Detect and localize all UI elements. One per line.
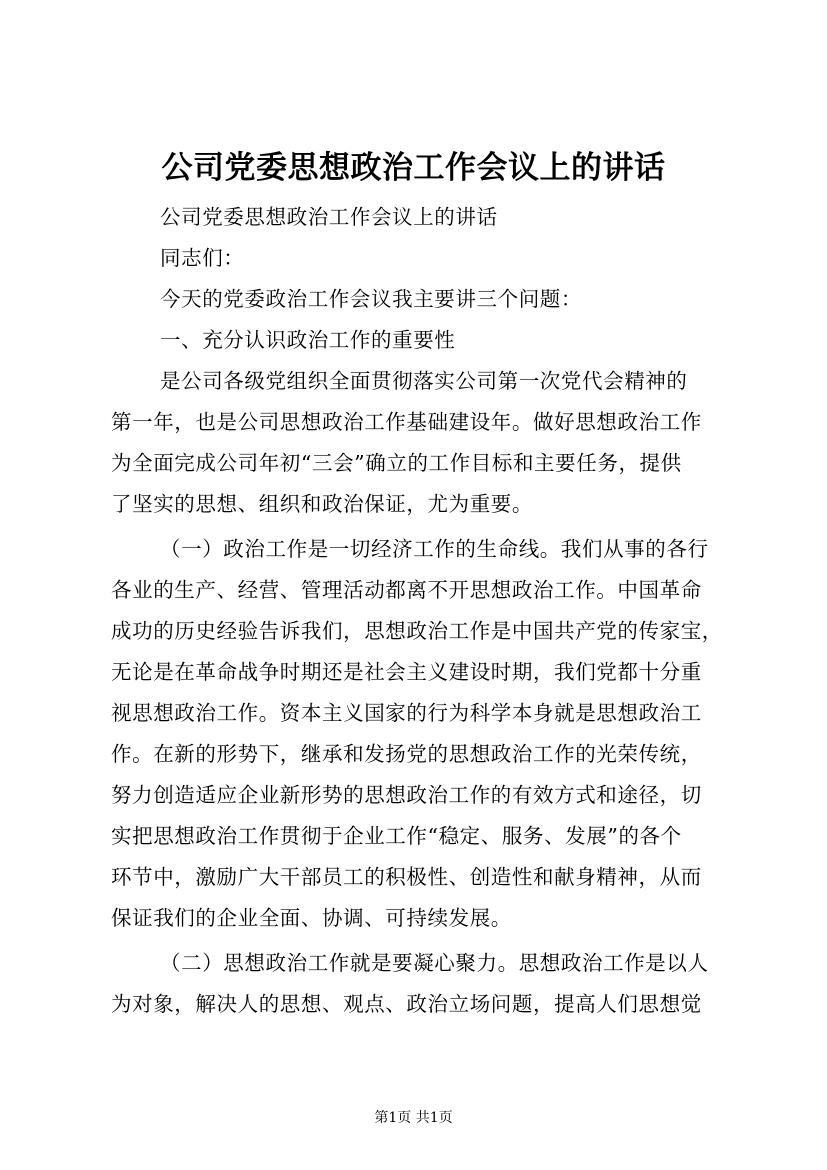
text-line: 无论是在革命战争时期还是社会主义建设时期，我们党都十分重 xyxy=(111,660,702,684)
text-line: 公司党委思想政治工作会议上的讲话 xyxy=(160,205,498,229)
text-line: 视思想政治工作。资本主义国家的行为科学本身就是思想政治工 xyxy=(111,701,702,725)
text-line: 了坚实的思想、组织和政治保证，尤为重要。 xyxy=(111,492,533,516)
text-line: 作。在新的形势下，继承和发扬党的思想政治工作的光荣传统， xyxy=(111,742,702,766)
text-line: 为对象，解决人的思想、观点、政治立场问题，提高人们思想觉 xyxy=(111,992,702,1016)
page-footer: 第1页 共1页 xyxy=(374,1110,453,1126)
text-line: 环节中，激励广大干部员工的积极性、创造性和献身精神，从而 xyxy=(111,865,702,889)
text-line: 是公司各级党组织全面贯彻落实公司第一次党代会精神的 xyxy=(160,369,688,393)
text-line: 成功的历史经验告诉我们，思想政治工作是中国共产党的传家宝， xyxy=(111,619,723,643)
text-line: 为全面完成公司年初“三会”确立的工作目标和主要任务，提供 xyxy=(111,451,682,475)
text-line: 保证我们的企业全面、协调、可持续发展。 xyxy=(111,906,512,930)
text-line: （二）思想政治工作就是要凝心聚力。思想政治工作是以人 xyxy=(160,951,709,975)
text-line: 各业的生产、经营、管理活动都离不开思想政治工作。中国革命 xyxy=(111,578,702,602)
text-line: 实把思想政治工作贯彻于企业工作“稳定、服务、发展”的各个 xyxy=(111,824,682,848)
text-line: 第一年，也是公司思想政治工作基础建设年。做好思想政治工作 xyxy=(111,410,702,434)
text-line: 今天的党委政治工作会议我主要讲三个问题： xyxy=(160,287,582,311)
text-line: 同志们： xyxy=(160,246,245,270)
document-title: 公司党委思想政治工作会议上的讲话 xyxy=(161,150,666,186)
section-heading: 一、充分认识政治工作的重要性 xyxy=(160,328,456,352)
text-line: 努力创造适应企业新形势的思想政治工作的有效方式和途径，切 xyxy=(111,783,702,807)
text-line: （一）政治工作是一切经济工作的生命线。我们从事的各行 xyxy=(160,537,709,561)
